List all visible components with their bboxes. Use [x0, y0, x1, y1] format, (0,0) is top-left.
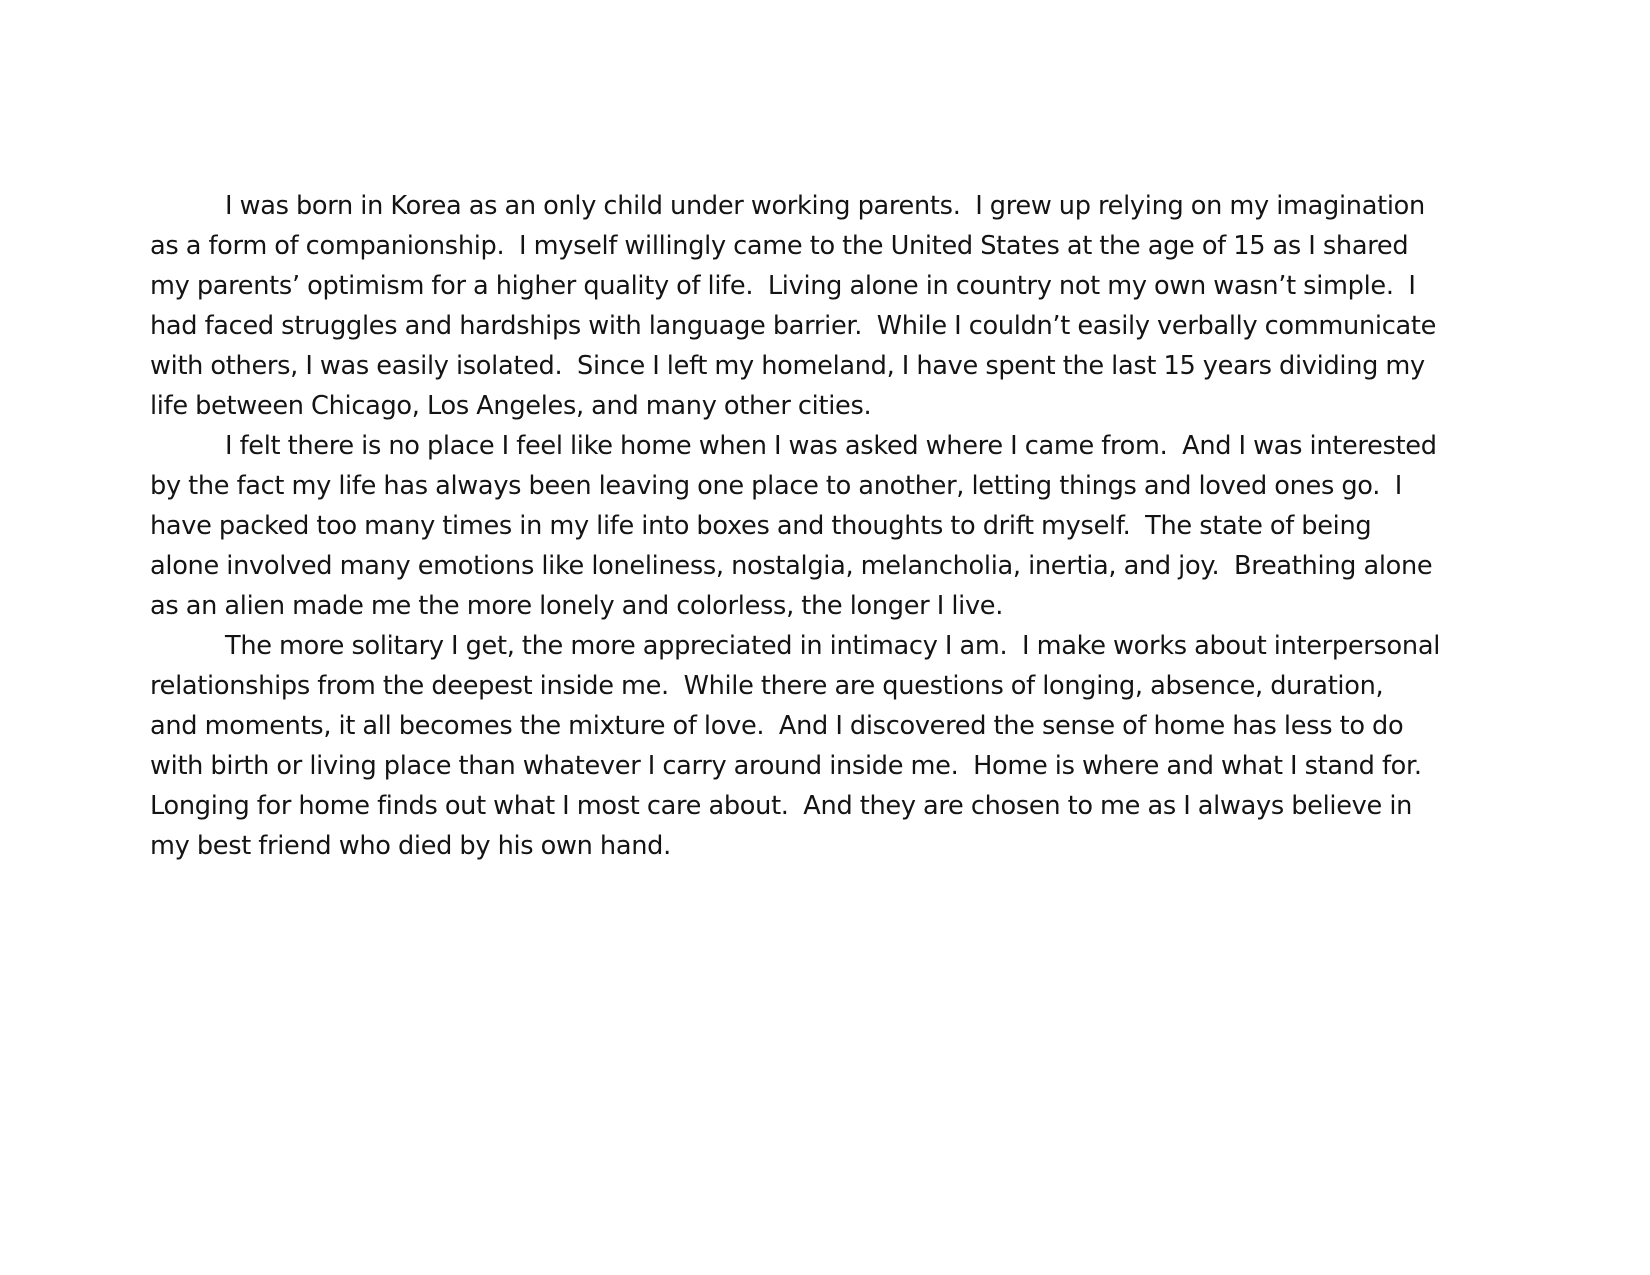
text-line: Longing for home finds out what I most care about. And they are chosen to me as I always believe in [150, 791, 1413, 821]
text-line: have packed too many times in my life into boxes and thoughts to drift myself. The state of being [150, 511, 1372, 541]
text-line: as an alien made me the more lonely and colorless, the longer I live. [150, 591, 1004, 621]
text-line: I felt there is no place I feel like home when I was asked where I came from. And I was interested [225, 431, 1437, 461]
text-line: as a form of companionship. I myself willingly came to the United States at the age of 15 as I shared [150, 231, 1409, 261]
text-line: The more solitary I get, the more appreciated in intimacy I am. I make works about interpersonal [225, 631, 1441, 661]
text-line: I was born in Korea as an only child under working parents. I grew up relying on my imagination [225, 191, 1425, 221]
paragraph-2 [150, 426, 1508, 626]
text-line: my best friend who died by his own hand. [150, 831, 671, 861]
paragraph-3 [150, 626, 1508, 866]
essay-body [150, 186, 1508, 866]
text-line: had faced struggles and hardships with language barrier. While I couldn’t easily verbally communicate [150, 311, 1437, 341]
text-line: my parents’ optimism for a higher quality of life. Living alone in country not my own wasn’t simple. I [150, 271, 1416, 301]
text-line: by the fact my life has always been leaving one place to another, letting things and loved ones go. I [150, 471, 1402, 501]
text-line: relationships from the deepest inside me. While there are questions of longing, absence, duration, [150, 671, 1384, 701]
text-line: life between Chicago, Los Angeles, and many other cities. [150, 391, 872, 421]
paragraph-1 [150, 186, 1508, 426]
text-line: and moments, it all becomes the mixture of love. And I discovered the sense of home has less to do [150, 711, 1404, 741]
text-line: with others, I was easily isolated. Since I left my homeland, I have spent the last 15 years dividing my [150, 351, 1425, 381]
text-line: alone involved many emotions like loneliness, nostalgia, melancholia, inertia, and joy. Breathing alone [150, 551, 1433, 581]
text-line: with birth or living place than whatever I carry around inside me. Home is where and what I stand for. [150, 751, 1422, 781]
